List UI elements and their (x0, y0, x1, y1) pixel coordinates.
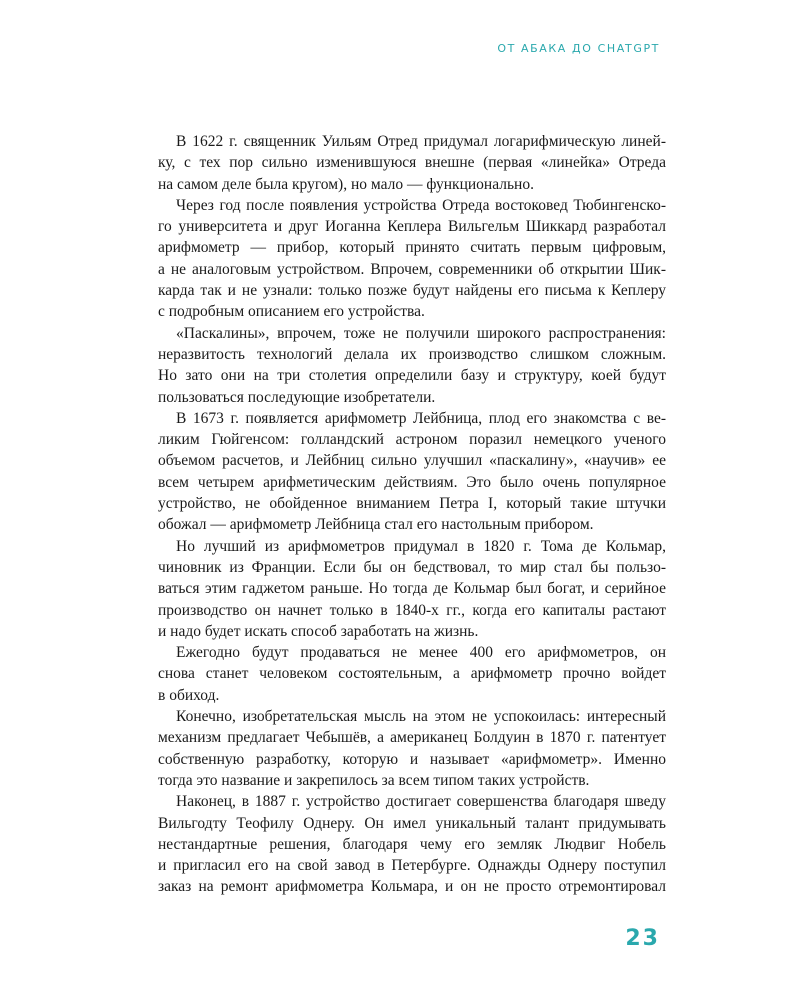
text-line: В 1673 г. появляется арифмометр Лейбница, плод его знакомства с ве- (176, 409, 666, 427)
paragraph (158, 408, 666, 536)
text-line: Но зато они на три столетия определили базу и структуру, коей будут (158, 367, 666, 385)
text-line: В 1622 г. священник Уильям Отред придумал логарифмическую линей- (176, 133, 666, 150)
paragraph (158, 323, 666, 408)
text-line: на самом деле была кругом), но мало — функционально. (158, 175, 534, 193)
text-line: нестандартные решения, благодаря чему его земляк Людвиг Нобель (158, 835, 666, 853)
text-line: тогда это название и закрепилось за всем типом таких устройств. (158, 771, 590, 789)
text-line: обожал — арифмометр Лейбница стал его настольным прибором. (158, 516, 594, 534)
text-line: собственную разработку, которую и называет «арифмометр». Именно (158, 750, 666, 768)
text-line: Через год после появления устройства Отреда востоковед Тюбингенско- (176, 196, 666, 214)
text-line: снова станет человеком состоятельным, а арифмометр прочно войдет (158, 665, 666, 683)
text-line: всем четырем арифметическим действиям. Это было очень популярное (158, 473, 666, 491)
text-line: неразвитость технологий делала их производство слишком сложным. (158, 345, 666, 363)
text-line: Конечно, изобретательская мысль на этом не успокоилась: интересный (176, 708, 666, 726)
paragraph (158, 131, 666, 195)
running-header: ОТ АБАКА ДО CHATGPT (497, 42, 660, 55)
text-line: устройство, не обойденное вниманием Петра I, который такие штучки (158, 495, 666, 513)
text-line: производство он начнет только в 1840-х гг., когда его капиталы растают (158, 601, 666, 619)
text-line: механизм предлагает Чебышёв, а американец Болдуин в 1870 г. патентует (158, 729, 666, 747)
page-number: 23 (625, 926, 660, 951)
paragraph (158, 642, 666, 706)
paragraph (158, 536, 666, 642)
text-line: а не аналоговым устройством. Впрочем, современники об открытии Шик- (158, 260, 666, 278)
text-line: чиновник из Франции. Если бы он бедствовал, то мир стал бы пользо- (158, 558, 666, 576)
text-line: ваться этим гаджетом раньше. Но тогда де Кольмар был богат, и серийное (158, 580, 666, 598)
text-line: ку, с тех пор сильно изменившуюся внешне (первая «линейка» Отреда (158, 154, 666, 172)
body-text (158, 131, 666, 898)
text-line: Ежегодно будут продаваться не менее 400 его арифмометров, он (176, 644, 666, 662)
text-line: карда так и не узнали: только позже будут найдены его письма к Кеплеру (158, 282, 666, 300)
text-line: заказ на ремонт арифмометра Кольмара, и он не просто отремонтировал (158, 878, 666, 896)
text-line: и надо будет искать способ заработать на жизнь. (158, 622, 479, 640)
text-line: и пригласил его на свой завод в Петербурге. Однажды Однеру поступил (158, 857, 666, 875)
text-line: с подробным описанием его устройства. (158, 303, 425, 321)
text-line: в обиход. (158, 686, 220, 704)
text-line: арифмометр — прибор, который принято считать первым цифровым, (158, 239, 666, 257)
text-line: Но лучший из арифмометров придумал в 1820 г. Тома де Кольмар, (176, 537, 666, 555)
text-line: объемом расчетов, и Лейбниц сильно улучшил «паскалину», «научив» ее (158, 452, 666, 470)
text-line: «Паскалины», впрочем, тоже не получили широкого распространения: (176, 324, 666, 342)
text-line: ликим Гюйгенсом: голландский астроном поразил немецкого ученого (158, 431, 666, 449)
text-line: го университета и друг Иоганна Кеплера Вильгельм Шиккард разработал (158, 218, 666, 236)
text-line: Вильгодту Теофилу Однеру. Он имел уникальный талант придумывать (158, 814, 666, 832)
text-line: пользоваться последующие изобретатели. (158, 388, 436, 406)
paragraph (158, 195, 666, 323)
paragraph (158, 706, 666, 791)
text-line: Наконец, в 1887 г. устройство достигает совершенства благодаря шведу (176, 793, 666, 811)
paragraph (158, 791, 666, 897)
